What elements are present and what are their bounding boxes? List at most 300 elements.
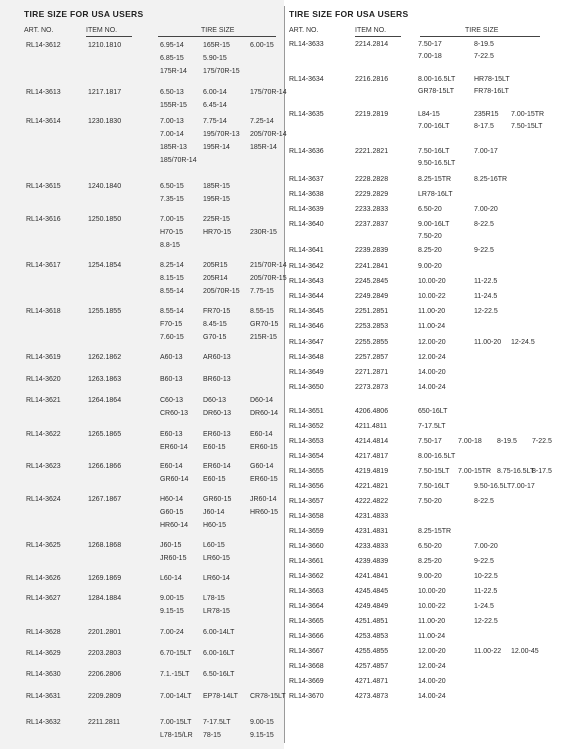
tire-size: 205R15	[203, 262, 228, 269]
art-no: RL14-3661	[289, 558, 324, 565]
tire-size: 6.50-13	[160, 89, 184, 96]
item-no: 4241.4841	[355, 573, 389, 580]
item-no: 2233.2833	[355, 206, 389, 213]
tire-size: 8-19.5	[474, 41, 494, 48]
tire-size: GR60-15	[203, 496, 232, 503]
tire-size: 6.50-16LT	[203, 671, 235, 678]
art-no: RL14-3633	[289, 41, 324, 48]
tire-size: GR60-14	[160, 476, 189, 483]
art-no: RL14-3654	[289, 453, 324, 460]
tire-size: 12.00-45	[511, 648, 539, 655]
item-no: 1262.1862	[88, 354, 122, 361]
tire-size: 11.00-20	[418, 618, 446, 625]
item-no: 4239.4839	[355, 558, 389, 565]
tire-size: 175/70R-15	[203, 68, 240, 75]
tire-size: 8.15-15	[160, 275, 184, 282]
tire-size: 12-24.5	[511, 339, 535, 346]
tire-size: 7.50-20	[418, 233, 442, 240]
tire-size: 9.00-15	[250, 719, 274, 726]
tire-size: LR78-15	[203, 608, 230, 615]
tire-size: 8.25-15TR	[418, 528, 452, 535]
item-no: 2271.2871	[355, 369, 389, 376]
tire-size: 7-17.5LT	[418, 423, 446, 430]
tire-size: D60-13	[203, 397, 226, 404]
tire-size: HR70-15	[203, 229, 232, 236]
tire-size: F70-15	[160, 321, 183, 328]
art-no: RL14-3646	[289, 323, 324, 330]
item-no: 1269.1869	[88, 575, 122, 582]
art-no: RL14-3619	[26, 354, 61, 361]
tire-size: 205/70R-15	[203, 288, 240, 295]
item-no: 1267.1867	[88, 496, 122, 503]
tire-size: C60-13	[160, 397, 183, 404]
tire-size: 185/70R-14	[160, 157, 197, 164]
tire-size: 7.25-14	[250, 118, 274, 125]
tire-size: 11.00-22	[474, 648, 502, 655]
art-no: RL14-3652	[289, 423, 324, 430]
tire-size: 9.50-16.5LT	[418, 160, 456, 167]
tire-size: LR78-16LT	[418, 191, 453, 198]
tire-size: 205/70R-14	[250, 131, 287, 138]
tire-size: 8.25-14	[160, 262, 184, 269]
tire-size: 225R-15	[203, 216, 230, 223]
tire-size: 11.00-24	[418, 323, 446, 330]
tire-size: H60-15	[203, 522, 226, 529]
tire-size: J60-15	[160, 542, 182, 549]
item-no: 1255.1855	[88, 308, 122, 315]
item-no: 1254.1854	[88, 262, 122, 269]
tire-size: 6.50-20	[418, 543, 442, 550]
tire-size: 155R-15	[160, 102, 187, 109]
tire-size: 9.15-15	[160, 608, 184, 615]
tire-size: 14.00-20	[418, 369, 446, 376]
art-no: RL14-3670	[289, 693, 324, 700]
tire-size: 10.00-20	[418, 278, 446, 285]
art-no: RL14-3644	[289, 293, 324, 300]
art-no: RL14-3647	[289, 339, 324, 346]
item-no: 4255.4855	[355, 648, 389, 655]
tire-size: 7.00-17	[511, 483, 535, 490]
item-no: 4231.4833	[355, 513, 389, 520]
art-no: RL14-3639	[289, 206, 324, 213]
left-header-art: ART. NO.	[24, 27, 54, 34]
tire-size: D60-14	[250, 397, 273, 404]
art-no: RL14-3628	[26, 629, 61, 636]
item-no: 2255.2855	[355, 339, 389, 346]
item-no: 4251.4851	[355, 618, 389, 625]
art-no: RL14-3642	[289, 263, 324, 270]
tire-size: BR60-13	[203, 376, 231, 383]
item-no: 2221.2821	[355, 148, 389, 155]
tire-size: E60-14	[250, 431, 273, 438]
tire-size: 11-22.5	[474, 588, 498, 595]
tire-size: E60-15	[203, 444, 226, 451]
tire-size: DR60-13	[203, 410, 232, 417]
tire-size: 8.25-20	[418, 558, 442, 565]
item-no: 2253.2853	[355, 323, 389, 330]
tire-size: 7.00-16LT	[418, 123, 450, 130]
item-no: 2273.2873	[355, 384, 389, 391]
item-no: 1264.1864	[88, 397, 122, 404]
item-no: 1266.1866	[88, 463, 122, 470]
item-no: 2245.2845	[355, 278, 389, 285]
tire-size: GR70-15	[250, 321, 279, 328]
tire-size: 8.45-15	[203, 321, 227, 328]
item-no: 1284.1884	[88, 595, 122, 602]
tire-size: 235R15	[474, 111, 499, 118]
tire-size: 9.00-20	[418, 573, 442, 580]
left-title: TIRE SIZE FOR USA USERS	[24, 9, 144, 19]
tire-size: 230R-15	[250, 229, 277, 236]
tire-size: HR60-14	[160, 522, 189, 529]
tire-size: 12.00-20	[418, 339, 446, 346]
tire-size: 12.00-20	[418, 648, 446, 655]
art-no: RL14-3662	[289, 573, 324, 580]
tire-size: 8.55-14	[160, 308, 184, 315]
tire-size: 7.50-15LT	[511, 123, 543, 130]
item-no: 1263.1863	[88, 376, 122, 383]
tire-size: 175R-14	[160, 68, 187, 75]
tire-size: 7.00-15TR	[511, 111, 545, 118]
item-no: 2251.2851	[355, 308, 389, 315]
tire-size: A60-13	[160, 354, 183, 361]
item-no: 2209.2809	[88, 693, 122, 700]
tire-size: 650-16LT	[418, 408, 448, 415]
art-no: RL14-3637	[289, 176, 324, 183]
art-no: RL14-3617	[26, 262, 61, 269]
tire-size: G60-15	[160, 509, 184, 516]
item-no: 4221.4821	[355, 483, 389, 490]
tire-size: 7.00-17	[474, 148, 498, 155]
item-no: 2249.2849	[355, 293, 389, 300]
item-no: 2237.2837	[355, 221, 389, 228]
tire-size: LR60-14	[203, 575, 230, 582]
item-no: 1230.1830	[88, 118, 122, 125]
tire-size: 7.60-15	[160, 334, 184, 341]
tire-size: ER60-14	[160, 444, 188, 451]
art-no: RL14-3626	[26, 575, 61, 582]
tire-size: 8-22.5	[474, 221, 494, 228]
item-no: 2216.2816	[355, 76, 389, 83]
art-no: RL14-3613	[26, 89, 61, 96]
tire-size: 195R-14	[203, 144, 230, 151]
art-no: RL14-3627	[26, 595, 61, 602]
art-no: RL14-3655	[289, 468, 324, 475]
column-divider	[284, 6, 285, 743]
tire-size: 8.55-15	[250, 308, 274, 315]
item-no: 4219.4819	[355, 468, 389, 475]
tire-size: 10.00-22	[418, 293, 446, 300]
item-no: 1265.1865	[88, 431, 122, 438]
tire-size: 195/70R-13	[203, 131, 240, 138]
tire-size: 7.75-14	[203, 118, 227, 125]
tire-size: 12.00-24	[418, 354, 446, 361]
tire-size: 7.00-14LT	[160, 693, 192, 700]
tire-size: 215/70R-14	[250, 262, 287, 269]
art-no: RL14-3616	[26, 216, 61, 223]
left-header-size: TIRE SIZE	[201, 27, 235, 34]
tire-size: 7.00-15	[160, 216, 184, 223]
tire-size: 6.50-15	[160, 183, 184, 190]
tire-size: 8.75-16.5LT	[497, 468, 535, 475]
item-no: 2239.2839	[355, 247, 389, 254]
tire-size: 7.50-16LT	[418, 148, 450, 155]
tire-size: 6.00-16LT	[203, 650, 235, 657]
tire-size: 12-22.5	[474, 308, 498, 315]
item-no: 4271.4871	[355, 678, 389, 685]
tire-size: 7.00-18	[418, 53, 442, 60]
tire-size: 11-22.5	[474, 278, 498, 285]
item-no: 2219.2819	[355, 111, 389, 118]
tire-size: 7.35-15	[160, 196, 184, 203]
tire-size: DR60-14	[250, 410, 279, 417]
right-header-art: ART. NO.	[289, 27, 319, 34]
item-no: 2229.2829	[355, 191, 389, 198]
tire-size: 8-17.5	[532, 468, 552, 475]
art-no: RL14-3667	[289, 648, 324, 655]
tire-size: ER60-15	[250, 476, 278, 483]
tire-size: CR78-15LT	[250, 693, 286, 700]
tire-size: 175/70R-14	[250, 89, 287, 96]
tire-size: 7.1.-15LT	[160, 671, 190, 678]
item-no: 4253.4853	[355, 633, 389, 640]
tire-size: 9.00-16LT	[418, 221, 450, 228]
tire-size: ER60-15	[250, 444, 278, 451]
tire-size: 7.00-13	[160, 118, 184, 125]
tire-size: 8.25-16TR	[474, 176, 508, 183]
item-no: 1250.1850	[88, 216, 122, 223]
art-no: RL14-3663	[289, 588, 324, 595]
tire-size: 205R14	[203, 275, 228, 282]
tire-size: 7.50-17	[418, 438, 442, 445]
tire-size: 7.00-24	[160, 629, 184, 636]
art-no: RL14-3657	[289, 498, 324, 505]
tire-size: 11.00-24	[418, 633, 446, 640]
tire-size: L78-15/LR	[160, 732, 193, 739]
tire-size: B60-13	[160, 376, 183, 383]
tire-size: L60-15	[203, 542, 225, 549]
item-no: 2241.2841	[355, 263, 389, 270]
art-no: RL14-3623	[26, 463, 61, 470]
tire-size: 14.00-24	[418, 693, 446, 700]
art-no: RL14-3612	[26, 42, 61, 49]
tire-size: 205/70R-15	[250, 275, 287, 282]
art-no: RL14-3625	[26, 542, 61, 549]
tire-size: E60-14	[160, 463, 183, 470]
art-no: RL14-3658	[289, 513, 324, 520]
item-no: 1217.1817	[88, 89, 122, 96]
item-no: 4273.4873	[355, 693, 389, 700]
tire-size: 7.50-16LT	[418, 483, 450, 490]
tire-size: 185R-14	[250, 144, 277, 151]
art-no: RL14-3634	[289, 76, 324, 83]
tire-size: 9.00-15	[160, 595, 184, 602]
tire-size: 78-15	[203, 732, 221, 739]
tire-size: 9.15-15	[250, 732, 274, 739]
tire-size: 8-17.5	[474, 123, 494, 130]
tire-size: 6.95-14	[160, 42, 184, 49]
art-no: RL14-3615	[26, 183, 61, 190]
art-no: RL14-3653	[289, 438, 324, 445]
art-no: RL14-3630	[26, 671, 61, 678]
tire-size: 10.00-20	[418, 588, 446, 595]
tire-size: 7.00-15TR	[458, 468, 492, 475]
tire-size: H70-15	[160, 229, 183, 236]
right-header-item: ITEM NO.	[355, 27, 387, 34]
tire-size: 7.50-20	[418, 498, 442, 505]
art-no: RL14-3656	[289, 483, 324, 490]
tire-size: J60-14	[203, 509, 225, 516]
tire-size: CR60-13	[160, 410, 189, 417]
item-no: 4217.4817	[355, 453, 389, 460]
tire-size: 9.00-20	[418, 263, 442, 270]
art-no: RL14-3618	[26, 308, 61, 315]
tire-size: E60-13	[160, 431, 183, 438]
tire-size: 7.00-20	[474, 206, 498, 213]
tire-size: 11.00-20	[474, 339, 502, 346]
tire-size: 7.50-17	[418, 41, 442, 48]
tire-size: 7-17.5LT	[203, 719, 231, 726]
item-no: 4233.4833	[355, 543, 389, 550]
right-title: TIRE SIZE FOR USA USERS	[289, 9, 409, 19]
tire-size: 7.75-15	[250, 288, 274, 295]
tire-size: AR60-13	[203, 354, 231, 361]
tire-size: 7.00-18	[458, 438, 482, 445]
tire-size: 14.00-24	[418, 384, 446, 391]
tire-size: G60-14	[250, 463, 274, 470]
tire-size: 7-22.5	[474, 53, 494, 60]
tire-size: E60-15	[203, 476, 226, 483]
tire-size: 8.00-16.5LT	[418, 76, 456, 83]
tire-size: 8.8-15	[160, 242, 180, 249]
tire-size: 8-19.5	[497, 438, 517, 445]
art-no: RL14-3635	[289, 111, 324, 118]
tire-size: 6.00-15	[250, 42, 274, 49]
art-no: RL14-3636	[289, 148, 324, 155]
art-no: RL14-3665	[289, 618, 324, 625]
tire-size: JR60-15	[160, 555, 187, 562]
tire-size: 1-24.5	[474, 603, 494, 610]
item-no: 4211.4811	[355, 423, 388, 430]
tire-size: 9-22.5	[474, 247, 494, 254]
tire-size: G70-15	[203, 334, 227, 341]
tire-size: HR78-15LT	[474, 76, 510, 83]
tire-size: 165R-15	[203, 42, 230, 49]
item-no: 1268.1868	[88, 542, 122, 549]
tire-size: 7.50-15LT	[418, 468, 450, 475]
tire-size: 6.70-15LT	[160, 650, 192, 657]
tire-size: L78-15	[203, 595, 225, 602]
tire-size: ER60-13	[203, 431, 231, 438]
art-no: RL14-3645	[289, 308, 324, 315]
item-no: 4222.4822	[355, 498, 389, 505]
tire-size: 8.00-16.5LT	[418, 453, 456, 460]
left-size-underline	[158, 36, 276, 37]
tire-size: 11-24.5	[474, 293, 498, 300]
item-no: 4231.4831	[355, 528, 389, 535]
tire-size: H60-14	[160, 496, 183, 503]
art-no: RL14-3621	[26, 397, 61, 404]
left-item-underline	[86, 36, 132, 37]
tire-size: 8.25-15TR	[418, 176, 452, 183]
tire-size: 7-22.5	[532, 438, 552, 445]
right-size-underline	[420, 36, 540, 37]
tire-size: L84-15	[418, 111, 440, 118]
art-no: RL14-3629	[26, 650, 61, 657]
tire-size: 7.00-14	[160, 131, 184, 138]
art-no: RL14-3640	[289, 221, 324, 228]
art-no: RL14-3651	[289, 408, 324, 415]
tire-size: ER60-14	[203, 463, 231, 470]
item-no: 2257.2857	[355, 354, 389, 361]
art-no: RL14-3643	[289, 278, 324, 285]
tire-size: FR78-16LT	[474, 88, 509, 95]
item-no: 1240.1840	[88, 183, 122, 190]
art-no: RL14-3632	[26, 719, 61, 726]
tire-size: 8.25-20	[418, 247, 442, 254]
item-no: 2211.2811	[88, 719, 121, 726]
tire-size: 12-22.5	[474, 618, 498, 625]
right-item-underline	[355, 36, 401, 37]
tire-size: 7.00-20	[474, 543, 498, 550]
art-no: RL14-3664	[289, 603, 324, 610]
item-no: 4245.4845	[355, 588, 389, 595]
item-no: 4206.4806	[355, 408, 389, 415]
art-no: RL14-3641	[289, 247, 324, 254]
item-no: 2206.2806	[88, 671, 122, 678]
tire-size: 10-22.5	[474, 573, 498, 580]
tire-size: 7.00-15LT	[160, 719, 192, 726]
art-no: RL14-3669	[289, 678, 324, 685]
art-no: RL14-3666	[289, 633, 324, 640]
art-no: RL14-3650	[289, 384, 324, 391]
tire-size: EP78-14LT	[203, 693, 238, 700]
art-no: RL14-3624	[26, 496, 61, 503]
tire-size: 195R-15	[203, 196, 230, 203]
art-no: RL14-3649	[289, 369, 324, 376]
item-no: 2214.2814	[355, 41, 389, 48]
tire-size: 8-22.5	[474, 498, 494, 505]
tire-size: 9-22.5	[474, 558, 494, 565]
right-header-size: TIRE SIZE	[465, 27, 499, 34]
tire-size: HR60-15	[250, 509, 279, 516]
item-no: 2203.2803	[88, 650, 122, 657]
left-header-item: ITEM NO.	[86, 27, 118, 34]
art-no: RL14-3622	[26, 431, 61, 438]
tire-size: 185R-13	[160, 144, 187, 151]
art-no: RL14-3648	[289, 354, 324, 361]
tire-size: 5.90-15	[203, 55, 227, 62]
item-no: 4249.4849	[355, 603, 389, 610]
tire-size: 11.00-20	[418, 308, 446, 315]
tire-size: LR60-15	[203, 555, 230, 562]
tire-size: 6.85-15	[160, 55, 184, 62]
tire-size: 14.00-20	[418, 678, 446, 685]
tire-size: JR60-14	[250, 496, 277, 503]
art-no: RL14-3668	[289, 663, 324, 670]
tire-size: 6.50-20	[418, 206, 442, 213]
tire-size: FR70-15	[203, 308, 231, 315]
item-no: 2201.2801	[88, 629, 122, 636]
tire-size: L60-14	[160, 575, 182, 582]
item-no: 4257.4857	[355, 663, 389, 670]
tire-size: 9.50-16.5LT	[474, 483, 512, 490]
tire-size: 185R-15	[203, 183, 230, 190]
tire-size: GR78-15LT	[418, 88, 455, 95]
art-no: RL14-3631	[26, 693, 61, 700]
tire-size: 6.00-14LT	[203, 629, 235, 636]
tire-size: 215R-15	[250, 334, 277, 341]
